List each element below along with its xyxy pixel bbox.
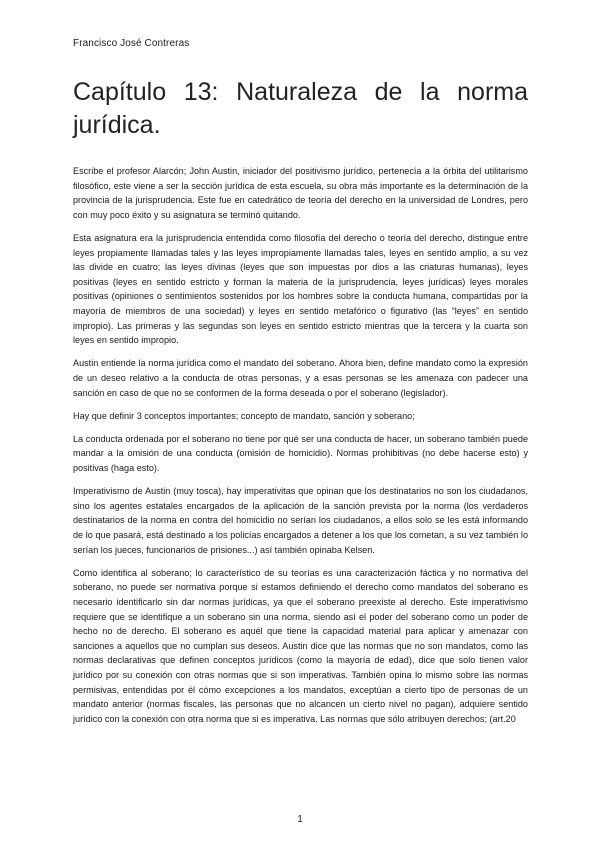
chapter-title: Capítulo 13: Naturaleza de la norma jurídica. <box>73 78 528 139</box>
paragraph: Austin entiende la norma jurídica como el mandato del soberano. Ahora bien, define mandato como la expresión de un deseo relativo a la conducta de otras personas, y a esas personas se les amenaza con padecer una sanción en caso de que no se conformen de la forma deseada o por el soberano (legislador). <box>73 358 528 398</box>
running-header-author: Francisco José Contreras <box>73 38 190 49</box>
page-number: 1 <box>297 814 303 825</box>
paragraph: Escribe el profesor Alarcón; John Austin, iniciador del positivismo jurídico, pertenecía a la órbita del utilitarismo filosófico, este viene a ser la sección jurídica de esta escuela, su obra más importante es la determinación de la provincia de la jurisprudencia. Este fue en catedrático de teoría del derecho en la universidad de Londres, pero con muy poco éxito y su asignatura se terminó quitando. <box>73 166 528 220</box>
paragraph: Esta asignatura era la jurisprudencia entendida como filosofía del derecho o teoría del derecho, distingue entre leyes propiamente llamadas tales y las leyes impropiamente llamadas tales, leyes en sentido amplio, a su vez las divide en cuatro; las leyes divinas (leyes que son impuestas por dios a las criaturas humanas), leyes positivas (leyes en sentido estricto y forman la materia de la jurisprudencia, leyes jurídicas) leyes morales positivas (opiniones o sentimientos sostenidos por los hombres sobre la conducta humana, compartidas por la mayoría de miembros de una sociedad) y leyes en sentido metafórico o figurativo (las “leyes” en sentido impropio). Las primeras y las segundas son leyes en sentido estricto mientras que la tercera y la cuarta son leyes en sentido impropio. <box>73 232 528 346</box>
paragraph: Hay que definir 3 conceptos importantes; concepto de mandato, sanción y soberano; <box>73 410 415 421</box>
paragraph: La conducta ordenada por el soberano no tiene por qué ser una conducta de hacer, un soberano también puede mandar a la omisión de una conducta (omisión de homicidio). Normas prohibitivas (no debe hacerse esto) y positivas (haga esto). <box>73 433 528 474</box>
paragraph: Imperativismo de Austin (muy tosca), hay imperativitas que opinan que los destinatarios no son los ciudadanos, sino los agentes estatales encargados de la aplicación de la sanción prevista por la norma (los verdaderos destinatarios de la norma en contra del homicidio no serían los ciudadanos, a ellos solo se les está informando de lo que pasará, está destinado a los policías encargados a detener a los que los cometan, a su vez también lo serían los jueces, funcionarios de prisiones...) así también opinaba Kelsen. <box>73 486 528 555</box>
paragraph: Como identifica al soberano; lo característico de su teorías es una caracterización fáctica y no normativa del soberano, no puede ser normativa porque si estamos definiendo el derecho como mandatos del soberano es necesario identificarlo sin dar normas jurídicas, ya que el soberano preexiste al derecho. Este imperativismo requiere que se identifique a un soberano sin una norma, siendo así el poder del soberano como un poder de hecho no de derecho. El soberano es aquél que tiene la capacidad material para aplicar y amenazar con sanciones a aquellos que no cumplan sus deseos. Austin dice que las normas que no son mandatos, como las normas declarativas que definen conceptos jurídicos (como la mayoría de edad), dice que solo tienen valor jurídico por su conexión con otras normas que si son imperativas. También opina lo mismo sobre las normas permisivas, entendidas por él cómo excepciones a los mandatos, exceptúan a cierto tipo de personas de un mandato anterior (normas fiscales, las personas que no alcancen un cierto nivel no pagan), adquiere sentido jurídico con la conexión con otra norma que si es imperativa. Las normas que sólo atribuyen derechos; (art.20 <box>73 567 528 724</box>
body-text <box>73 164 528 735</box>
